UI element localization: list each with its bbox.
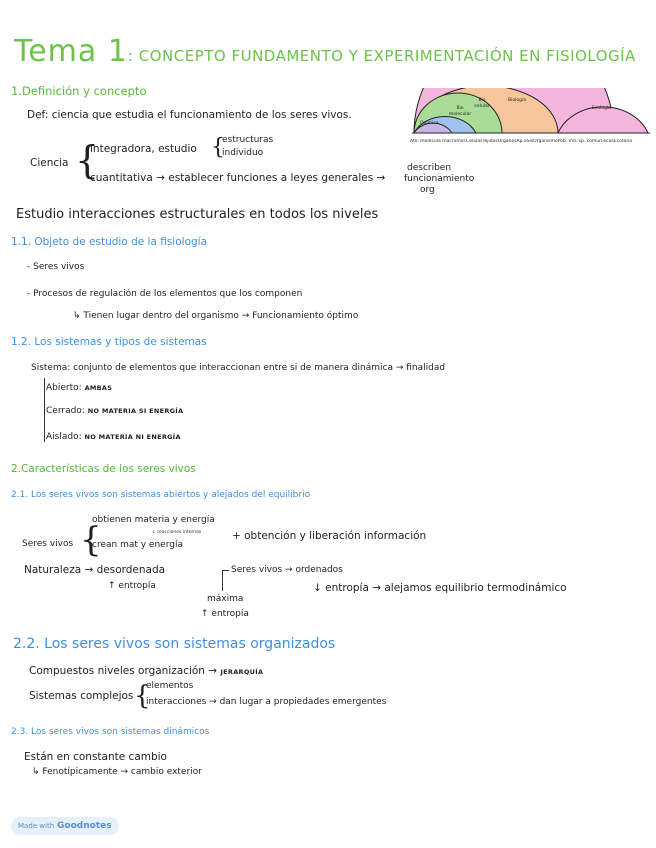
ciencia-brace: {: [75, 138, 100, 182]
page-title: [14, 34, 636, 69]
naturaleza: Naturaleza → desordenada: [24, 564, 166, 576]
section-1-heading: 1.Definición y concepto: [11, 84, 147, 98]
interacciones: interacciones → dan lugar a propiedades emergentes: [146, 697, 387, 707]
estructuras: estructuras: [222, 135, 274, 145]
levels-diagram: [408, 88, 652, 138]
crean: crean mat y energía: [92, 540, 183, 550]
tipo-cerrado: Cerrado: NO MATERIA SI ENERGÍA: [46, 406, 184, 416]
maxima: máxima: [207, 594, 244, 604]
sistema-definition: Sistema: conjunto de elementos que interaccionan entre si de manera dinámica → finalidad: [31, 363, 446, 373]
reacciones-internas: ↓ reacciones internas: [152, 530, 202, 535]
funcionamiento: funcionamiento: [404, 174, 475, 184]
goodnotes-badge[interactable]: [11, 817, 119, 835]
label-biologia: Biología: [508, 98, 526, 103]
ciencia-label: Ciencia: [30, 157, 69, 169]
label-quimica: Química: [420, 121, 439, 126]
cuantitativa: cuantitativa → establecer funciones a leyes generales →: [90, 172, 386, 184]
objeto-item-organismo: ↳ Tienen lugar dentro del organismo → Funcionamiento óptimo: [73, 311, 359, 321]
section-1-2-heading: 1.2. Los sistemas y tipos de sistemas: [11, 336, 207, 348]
compuestos-niveles: Compuestos niveles organización → JERARQUÍA: [29, 665, 264, 677]
section-2-3-heading: 2.3. Los seres vivos son sistemas dinámicos: [11, 727, 210, 737]
seres-vivos-label: Seres vivos: [22, 539, 74, 549]
badge-prefix: Made with: [18, 822, 55, 830]
fenotipicamente: ↳ Fenotípicamente → cambio exterior: [32, 767, 202, 777]
label-bio-celular: Bio celular: [474, 98, 490, 109]
diagram-caption: Ato. molécula macromol.CélulasTejidosOrganosAp.aSisOrganismoPob. Ind. sp. comun.ecosEcotona: [410, 139, 632, 144]
section-1-1-heading: 1.1. Objeto de estudio de la fisiología: [11, 236, 208, 248]
individuo: individuo: [222, 148, 264, 158]
definition: Def: ciencia que estudia el funcionamiento de los seres vivos.: [27, 109, 352, 121]
tipo-aislado: Aislado: NO MATERIA NI ENERGÍA: [46, 432, 181, 442]
section-2-heading: 2.Características de los seres vivos: [11, 463, 196, 475]
section-2-2-heading: 2.2. Los seres vivos son sistemas organizados: [13, 636, 336, 652]
estructura-brace: {: [211, 135, 225, 160]
seres-vivos-brace: {: [80, 520, 102, 560]
org: org: [420, 185, 435, 195]
title-text: : CONCEPTO FUNDAMENTO Y EXPERIMENTACIÓN EN FISIOLOGÍA: [127, 47, 636, 65]
elementos: elementos: [146, 681, 194, 691]
label-bio-molecular: Bio molecular: [448, 106, 472, 117]
integradora: integradora, estudio: [90, 143, 197, 155]
title-number: Tema 1: [14, 34, 128, 69]
label-ecologia: Ecología: [592, 106, 611, 111]
badge-brand: Goodnotes: [57, 821, 112, 831]
objeto-item-procesos: - Procesos de regulación de los elementos que los componen: [27, 289, 303, 299]
maxima-entropia: ↑ entropía: [201, 609, 249, 619]
sistemas-complejos: Sistemas complejos: [29, 690, 134, 702]
seres-ordenados: Seres vivos → ordenados: [231, 565, 343, 575]
complejos-brace: {: [134, 681, 151, 711]
constante-cambio: Están en constante cambio: [24, 751, 167, 763]
entropia-baja: ↓ entropía → alejamos equilibrio termodinámico: [313, 582, 567, 594]
section-2-1-heading: 2.1. Los seres vivos son sistemas abiertos y alejados del equilibrio: [11, 490, 311, 500]
describen: describen: [407, 163, 452, 173]
estudio-interacciones: Estudio interacciones estructurales en todos los niveles: [16, 207, 379, 222]
obtienen: obtienen materia y energía: [92, 515, 215, 525]
tipo-abierto: Abierto: AMBAS: [46, 383, 113, 393]
objeto-item-seres-vivos: - Seres vivos: [27, 262, 85, 272]
entropia-alta: ↑ entropía: [108, 581, 156, 591]
obtencion-info: + obtención y liberación información: [232, 530, 427, 542]
